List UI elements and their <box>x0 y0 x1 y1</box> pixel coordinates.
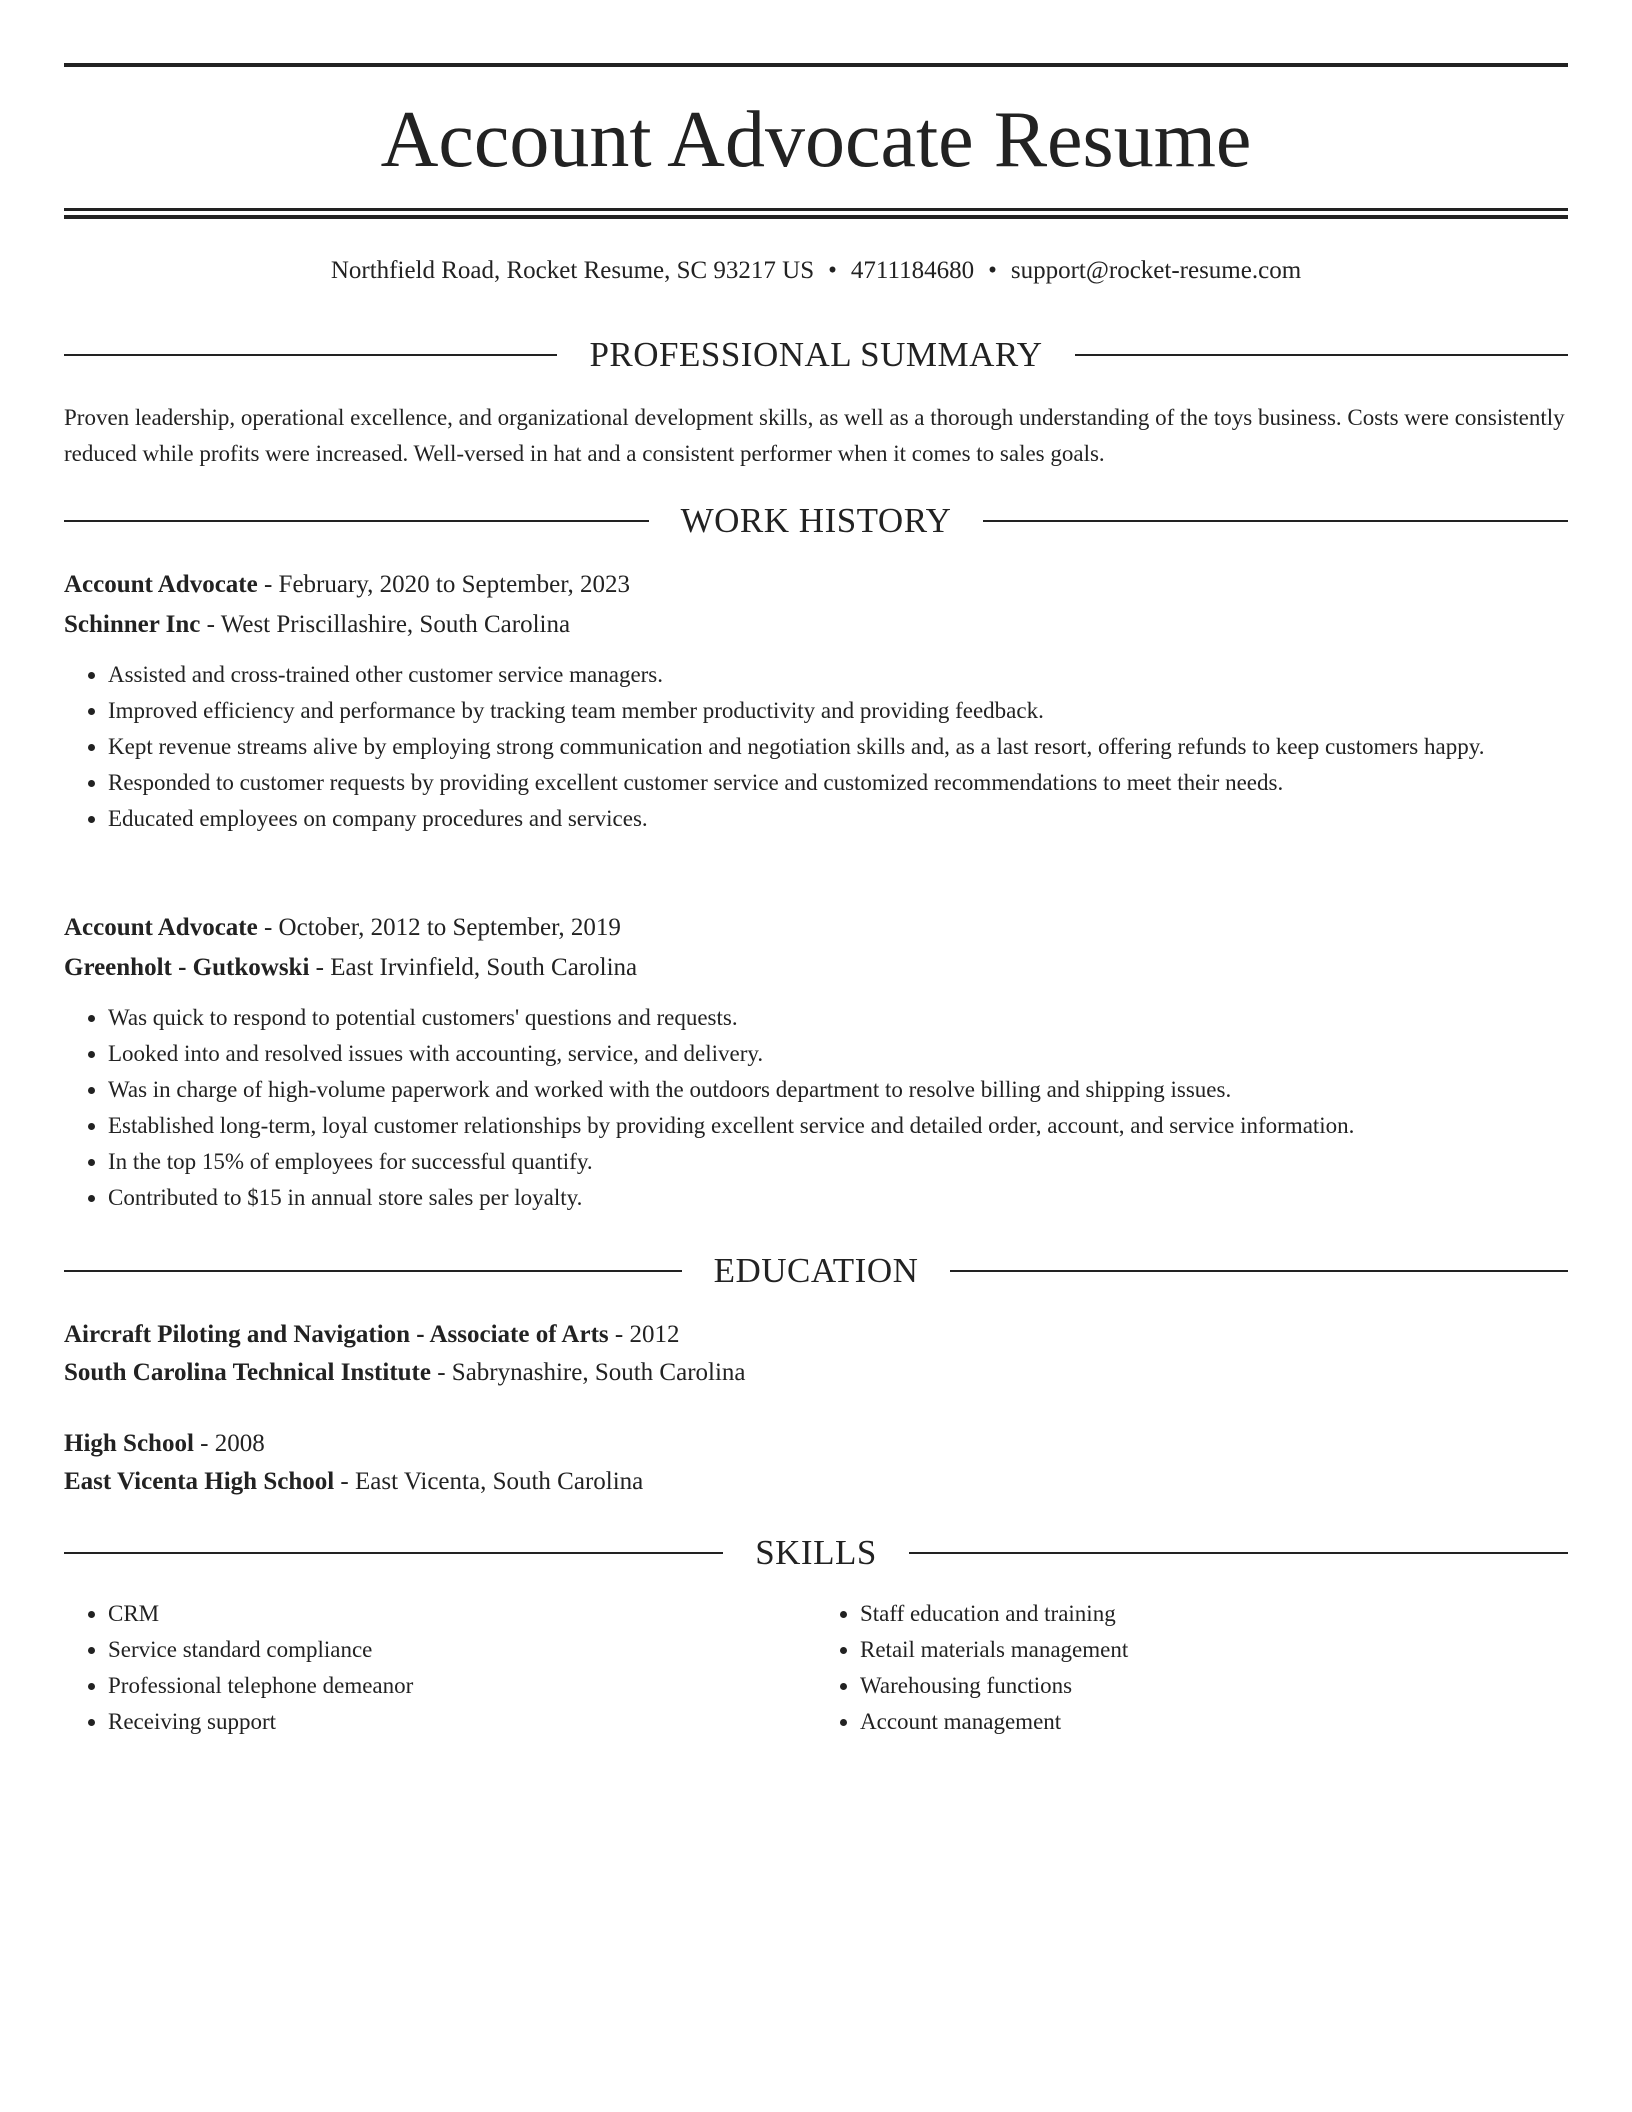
job-company: Greenholt - Gutkowski <box>64 954 310 981</box>
contact-separator: • <box>988 257 997 284</box>
list-item: • Staff education and training <box>860 1596 1568 1632</box>
section-header-skills <box>64 1531 1568 1575</box>
section-rule <box>64 1552 723 1554</box>
job-dates: - October, 2012 to September, 2019 <box>257 914 621 941</box>
section-header-education <box>64 1249 1568 1293</box>
list-item: • CRM <box>108 1596 816 1632</box>
job-employer <box>64 948 1568 988</box>
title-double-rule <box>64 208 1568 219</box>
list-item: • Service standard compliance <box>108 1632 816 1668</box>
job-location: - East Irvinfield, South Carolina <box>309 954 638 981</box>
section-rule <box>1075 354 1568 356</box>
job-heading <box>64 908 1568 948</box>
edu-degree: High School <box>64 1430 194 1457</box>
contact-phone: 4711184680 <box>850 257 975 284</box>
section-rule <box>64 520 649 522</box>
resume-title: Account Advocate Resume <box>380 96 1252 184</box>
job-employer <box>64 605 1568 645</box>
edu-school: East Vicenta High School <box>64 1468 335 1495</box>
job-location: - West Priscillashire, South Carolina <box>200 611 571 638</box>
edu-degree: Aircraft Piloting and Navigation - Associate of Arts <box>64 1321 609 1348</box>
job-heading <box>64 565 1568 605</box>
skills-columns <box>64 1596 1568 1740</box>
list-item: • Assisted and cross-trained other customer service managers. <box>108 657 1568 693</box>
list-item: • Established long-term, loyal customer relationships by providing excellent service and detailed order, account, and service information. <box>108 1108 1568 1144</box>
contact-address: Northfield Road, Rocket Resume, SC 93217 US <box>330 257 815 284</box>
job-duties-list <box>64 1000 1568 1216</box>
contact-email: support@rocket-resume.com <box>1010 257 1302 284</box>
list-item: • In the top 15% of employees for successful quantify. <box>108 1144 1568 1180</box>
edu-heading <box>64 1316 1568 1354</box>
section-title-skills: SKILLS <box>755 1533 877 1572</box>
section-title-summary: PROFESSIONAL SUMMARY <box>589 335 1043 374</box>
list-item: • Looked into and resolved issues with accounting, service, and delivery. <box>108 1036 1568 1072</box>
top-rule <box>64 63 1568 67</box>
list-item: • Improved efficiency and performance by tracking team member productivity and providing feedback. <box>108 693 1568 729</box>
list-item: • Educated employees on company procedures and services. <box>108 801 1568 837</box>
list-item: • Receiving support <box>108 1704 816 1740</box>
section-header-summary <box>64 333 1568 377</box>
edu-location: - Sabrynashire, South Carolina <box>430 1359 746 1386</box>
job-title: Account Advocate <box>64 914 258 941</box>
contact-separator: • <box>828 257 837 284</box>
job-title: Account Advocate <box>64 571 258 598</box>
list-item: • Account management <box>860 1704 1568 1740</box>
edu-school-line <box>64 1463 1568 1501</box>
section-title-work: WORK HISTORY <box>680 501 952 540</box>
work-entry <box>64 908 1568 1216</box>
list-item: • Was in charge of high-volume paperwork and worked with the outdoors department to resolve billing and shipping issues. <box>108 1072 1568 1108</box>
section-rule <box>64 1270 682 1272</box>
edu-heading <box>64 1425 1568 1463</box>
edu-school-line <box>64 1354 1568 1392</box>
work-entry <box>64 565 1568 837</box>
edu-year: - 2012 <box>608 1321 680 1348</box>
job-duties-list <box>64 657 1568 837</box>
list-item: • Contributed to $15 in annual store sales per loyalty. <box>108 1180 1568 1216</box>
edu-year: - 2008 <box>193 1430 265 1457</box>
skills-list-right <box>816 1596 1568 1740</box>
list-item: • Responded to customer requests by providing excellent customer service and customized recommendations to meet their needs. <box>108 765 1568 801</box>
section-rule <box>950 1270 1568 1272</box>
job-company: Schinner Inc <box>64 611 201 638</box>
contact-line <box>64 254 1568 288</box>
section-title-education: EDUCATION <box>713 1251 919 1290</box>
summary-text: Proven leadership, operational excellence, and organizational development skills, as well as a thorough understanding of the toys business. Costs were consistently reduced while profits were increased. Well-versed in hat and a consistent performer when it comes to sales goals. <box>64 405 1565 466</box>
section-rule <box>909 1552 1568 1554</box>
section-rule <box>983 520 1568 522</box>
section-header-work <box>64 499 1568 543</box>
section-rule <box>64 354 557 356</box>
list-item: • Warehousing functions <box>860 1668 1568 1704</box>
education-entry <box>64 1425 1568 1501</box>
education-entry <box>64 1316 1568 1392</box>
list-item: • Retail materials management <box>860 1632 1568 1668</box>
list-item: • Was quick to respond to potential customers' questions and requests. <box>108 1000 1568 1036</box>
edu-location: - East Vicenta, South Carolina <box>334 1468 644 1495</box>
edu-school: South Carolina Technical Institute <box>64 1359 431 1386</box>
list-item: • Kept revenue streams alive by employing strong communication and negotiation skills and, as a last resort, offering refunds to keep customers happy. <box>108 729 1568 765</box>
list-item: • Professional telephone demeanor <box>108 1668 816 1704</box>
skills-list-left <box>64 1596 816 1740</box>
job-dates: - February, 2020 to September, 2023 <box>257 571 631 598</box>
